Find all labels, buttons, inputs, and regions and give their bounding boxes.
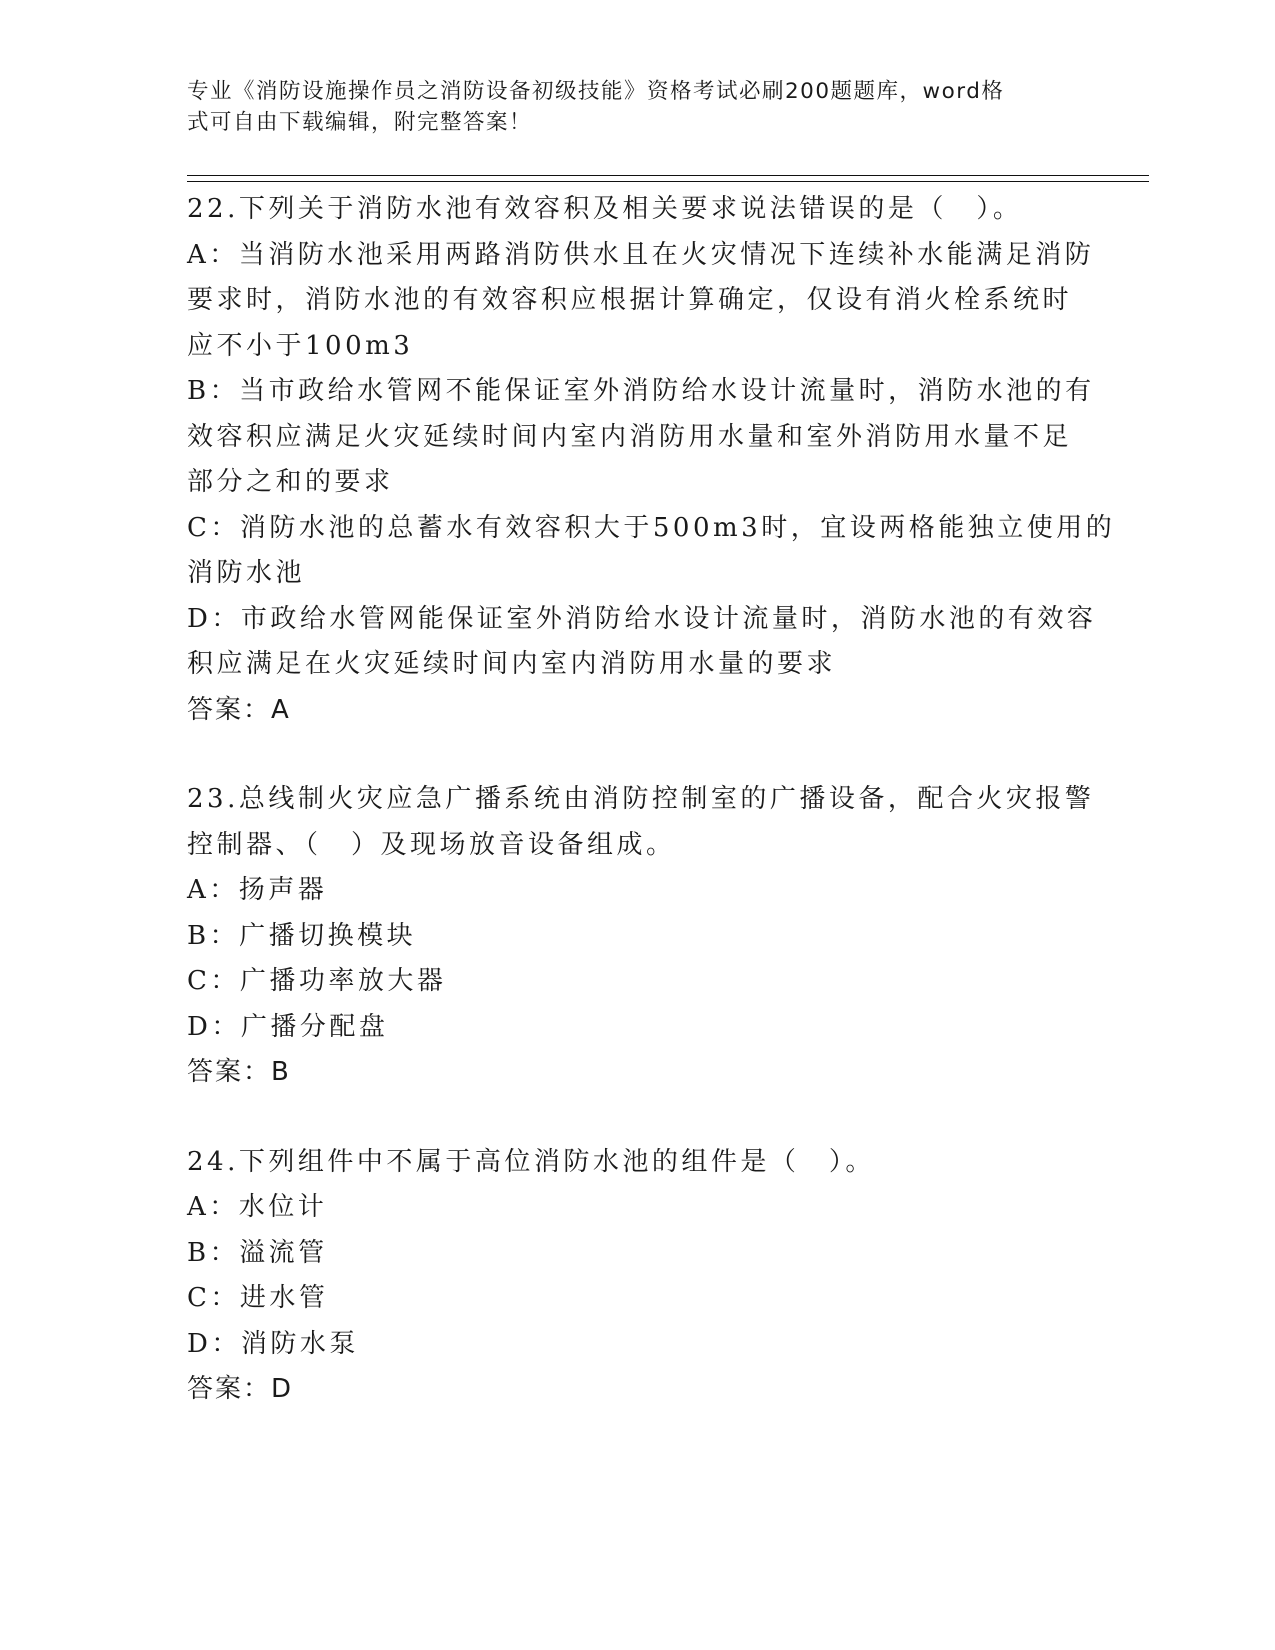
document-header — [187, 76, 1067, 138]
option-d: D：市政给水管网能保证室外消防给水设计流量时，消防水池的有效容 — [187, 603, 1097, 634]
question-list — [187, 187, 1116, 1413]
option-a: A：水位计 — [187, 1192, 328, 1222]
option-c: C：进水管 — [187, 1283, 329, 1313]
option-b: B：当市政给水管网不能保证室外消防给水设计流量时，消防水池的有 — [187, 376, 1095, 406]
option-a-continued: 要求时，消防水池的有效容积应根据计算确定，仅设有消火栓系统时 — [187, 285, 1073, 315]
question-stem: 24.下列组件中不属于高位消防水池的组件是（ ）。 — [187, 1146, 875, 1177]
option-d-continued: 积应满足在火灾延续时间内室内消防用水量的要求 — [187, 649, 837, 679]
option-b: B：广播切换模块 — [187, 920, 417, 951]
answer-label: 答案：B — [187, 1057, 291, 1087]
question-spacer — [187, 1096, 1067, 1140]
option-c: C：广播功率放大器 — [187, 966, 447, 996]
option-d: D：广播分配盘 — [187, 1011, 389, 1042]
option-a: A：扬声器 — [187, 875, 328, 905]
answer-label: 答案：D — [187, 1374, 294, 1404]
option-c: C：消防水池的总蓄水有效容积大于500m3时，宜设两格能独立使用的 — [187, 512, 1116, 543]
option-a: A：当消防水池采用两路消防供水且在火灾情况下连续补水能满足消防 — [187, 239, 1095, 270]
option-a-continued: 应不小于100m3 — [187, 330, 414, 361]
answer-label: 答案：A — [187, 694, 291, 725]
option-d: D：消防水泵 — [187, 1328, 359, 1359]
header-divider-top — [187, 175, 1149, 176]
option-b-continued: 部分之和的要求 — [187, 467, 394, 497]
question-block — [187, 1140, 1067, 1413]
option-b-continued: 效容积应满足火灾延续时间内室内消防用水量和室外消防用水量不足 — [187, 421, 1073, 452]
question-stem: 22.下列关于消防水池有效容积及相关要求说法错误的是（ ）。 — [187, 194, 1023, 224]
question-stem-continued: 控制器、（ ）及现场放音设备组成。 — [187, 829, 676, 860]
question-block — [187, 187, 1116, 733]
header-line-2: 式可自由下载编辑，附完整答案！ — [187, 110, 533, 135]
question-stem: 23.总线制火灾应急广播系统由消防控制室的广播设备，配合火灾报警 — [187, 784, 1095, 814]
question-block — [187, 777, 1095, 1096]
option-b: B：溢流管 — [187, 1237, 328, 1268]
header-divider-bottom — [187, 181, 1149, 182]
option-c-continued: 消防水池 — [187, 558, 306, 588]
question-spacer — [187, 733, 1067, 777]
header-line-1: 专业《消防设施操作员之消防设备初级技能》资格考试必刷200题题库，word格 — [187, 79, 1005, 104]
